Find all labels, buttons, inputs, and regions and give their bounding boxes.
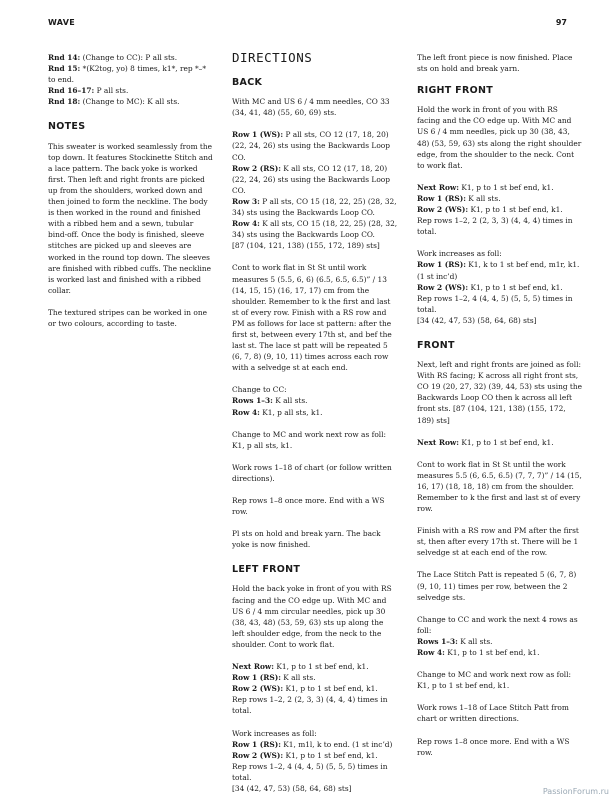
back-row-4-total: [87 (104, 121, 138) (155, 172, 189) sts] bbox=[232, 241, 380, 251]
notes-paragraph-1: This sweater is worked seamlessly from the top down. It features Stockinette Stitch and a lace pattern. The back yoke is worked first. Then left and right fronts are picked up from the shoulders, worked down and then joined to form the neckline. The body is then worked in the round and finished with a ribbed hem and a sewn, tubular bind-off. Once the body is finished, sleeve stitches are picked up and sleeves are worked in the round top down. The sleeves are finished with ribbed cuffs. The neckline is worked last and finished with a ribbed collar. bbox=[48, 141, 213, 295]
right-front-row-2: Row 2 (WS): K1, p to 1 st bef end, k1. bbox=[417, 205, 563, 215]
right-front-inc-row-1: Row 1 (RS): K1, k to 1 st bef end, m1r, k1. (1 st inc’d) bbox=[417, 260, 580, 281]
left-front-row-2: Row 2 (WS): K1, p to 1 st bef end, k1. bbox=[232, 684, 378, 694]
right-front-rep: Rep rows 1–2, 2 (2, 3, 3) (4, 4, 4) times in total. bbox=[417, 216, 573, 237]
instruction-rnd14: Rnd 14: (Change to CC): P all sts. bbox=[48, 53, 178, 62]
instruction-rnd15: Rnd 15: *(K2tog, yo) 8 times, k1*, rep *–* to end. bbox=[48, 64, 207, 85]
column-left bbox=[48, 52, 213, 340]
front-rows-1-3: Rows 1–3: K all sts. bbox=[417, 636, 493, 646]
right-front-inc-row-2: Row 2 (WS): K1, p to 1 st bef end, k1. bbox=[417, 282, 563, 292]
left-front-inc-intro: Work increases as foll: bbox=[232, 728, 317, 738]
back-rep-rows: Rep rows 1–8 once more. End with a WS row. bbox=[232, 496, 385, 517]
left-front-next-row: Next Row: K1, p to 1 st bef end, k1. bbox=[232, 662, 369, 672]
back-change-cc: Change to CC: bbox=[232, 385, 287, 395]
back-cont-flat: Cont to work flat in St St until work measures 5 (5.5, 6, 6) (6.5, 6.5, 6.5)” / 13 (14, 15, 15) (16, 17, 17) cm from the shoulder. Remember to k the first and last st of every row. Finish with a RS row and PM as follows for lace st pattern: after the first st, between every 17th st, and bef the last st. The lace st patt will be repeated 5 (6, 7, 8) (9, 10, 11) times across each row with a selvedge st at each end. bbox=[232, 263, 392, 373]
left-front-inc-row-2: Row 2 (WS): K1, p to 1 st bef end, k1. bbox=[232, 750, 378, 760]
directions-heading: DIRECTIONS bbox=[232, 50, 313, 65]
front-row-4: Row 4: K1, p to 1 st bef end, k1. bbox=[417, 648, 540, 658]
page-header bbox=[48, 18, 567, 32]
instruction-rnd16-17: Rnd 16–17: P all sts. bbox=[48, 86, 129, 96]
back-change-mc: Change to MC and work next row as foll: K1, p all sts, k1. bbox=[232, 429, 386, 450]
page-number: 97 bbox=[555, 18, 567, 27]
right-front-next-row: Next Row: K1, p to 1 st bef end, k1. bbox=[417, 182, 554, 192]
right-front-intro: Hold the work in front of you with RS facing and the CO edge up. With MC and US 6 / 4 mm needles, pick up 30 (38, 43, 48) (53, 59, 63) sts along the right shoulder edge, from the shoulder to the neck. Cont to work flat. bbox=[417, 105, 582, 170]
back-intro: With MC and US 6 / 4 mm needles, CO 33 (34, 41, 48) (55, 60, 69) sts. bbox=[232, 97, 390, 118]
back-rows-1-3: Rows 1–3: K all sts. bbox=[232, 396, 308, 406]
left-front-rep: Rep rows 1–2, 2 (2, 3, 3) (4, 4, 4) times in total. bbox=[232, 695, 388, 716]
left-front-inc-total: [34 (42, 47, 53) (58, 64, 68) sts] bbox=[232, 783, 352, 793]
left-front-row-1: Row 1 (RS): K all sts. bbox=[232, 673, 316, 683]
front-intro: Next, left and right fronts are joined as foll: With RS facing; K across all right front sts, CO 19 (20, 27, 32) (39, 44, 53) sts using the Backwards Loop CO then k across all left front sts. [87 (104, 121, 138) (155, 172, 189) sts] bbox=[417, 360, 583, 425]
column-middle bbox=[232, 52, 398, 794]
left-front-intro: Hold the back yoke in front of you with RS facing and the CO edge up. With MC and US 6 / 4 mm circular needles, pick up 30 (38, 43, 48) (53, 59, 63) sts up along the left shoulder edge, from the neck to the shoulder. Cont to work flat. bbox=[232, 584, 392, 649]
front-lace-repeat: The Lace Stitch Patt is repeated 5 (6, 7, 8) (9, 10, 11) times per row, between the 2 selvedge sts. bbox=[417, 570, 577, 602]
front-finish: Finish with a RS row and PM after the first st, then after every 17th st. There will be 1 selvedge st at each end of the row. bbox=[417, 526, 579, 558]
back-row-3: Row 3: P all sts, CO 15 (18, 22, 25) (28, 32, 34) sts using the Backwards Loop CO. bbox=[232, 196, 397, 218]
right-front-inc-intro: Work increases as foll: bbox=[417, 249, 502, 259]
running-title: WAVE bbox=[48, 18, 75, 27]
back-row-4b: Row 4: K1, p all sts, k1. bbox=[232, 407, 323, 417]
front-next-row: Next Row: K1, p to 1 st bef end, k1. bbox=[417, 437, 554, 447]
front-change-mc: Change to MC and work next row as foll: K1, p to 1 st bef end, k1. bbox=[417, 670, 571, 691]
front-work-rows: Work rows 1–18 of Lace Stitch Patt from chart or written directions. bbox=[417, 703, 569, 724]
front-change-cc: Change to CC and work the next 4 rows as foll: bbox=[417, 614, 578, 635]
notes-heading: NOTES bbox=[48, 121, 86, 133]
left-front-inc-rep: Rep rows 1–2, 4 (4, 4, 5) (5, 5, 5) times in total. bbox=[232, 761, 388, 782]
front-heading: FRONT bbox=[417, 339, 455, 351]
left-front-finished: The left front piece is now finished. Place sts on hold and break yarn. bbox=[417, 53, 573, 74]
back-place-sts: Pl sts on hold and break yarn. The back yoke is now finished. bbox=[232, 529, 381, 550]
notes-paragraph-2: The textured stripes can be worked in one or two colours, according to taste. bbox=[48, 307, 207, 328]
front-rep-rows: Rep rows 1–8 once more. End with a WS row. bbox=[417, 736, 570, 757]
right-front-inc-rep: Rep rows 1–2, 4 (4, 4, 5) (5, 5, 5) times in total. bbox=[417, 293, 573, 314]
back-row-4: Row 4: K all sts, CO 15 (18, 22, 25) (28, 32, 34) sts using the Backwards Loop CO. bbox=[232, 219, 398, 240]
back-row-2: Row 2 (RS): K all sts, CO 12 (17, 18, 20) (22, 24, 26) sts using the Backwards Loop CO. bbox=[232, 163, 390, 195]
column-right bbox=[417, 52, 583, 769]
left-front-heading: LEFT FRONT bbox=[232, 564, 301, 576]
left-front-inc-row-1: Row 1 (RS): K1, m1l, k to end. (1 st inc’d) bbox=[232, 739, 393, 749]
front-cont: Cont to work flat in St St until the work measures 5.5 (6, 6.5, 6.5) (7, 7, 7)” / 14 (15, 16, 17) (18, 18, 18) cm from the shoulder. Remember to k the first and last st of every row. bbox=[417, 459, 582, 514]
right-front-row-1: Row 1 (RS): K all sts. bbox=[417, 193, 501, 203]
back-heading: BACK bbox=[232, 77, 263, 89]
right-front-inc-total: [34 (42, 47, 53) (58, 64, 68) sts] bbox=[417, 315, 537, 325]
instruction-rnd18: Rnd 18: (Change to MC): K all sts. bbox=[48, 97, 180, 107]
back-work-rows: Work rows 1–18 of chart (or follow written directions). bbox=[232, 462, 392, 483]
back-row-1: Row 1 (WS): P all sts, CO 12 (17, 18, 20) (22, 24, 26) sts using the Backwards Loop CO. bbox=[232, 130, 390, 162]
watermark: PassionForum.ru bbox=[542, 787, 609, 796]
right-front-heading: RIGHT FRONT bbox=[417, 85, 493, 97]
